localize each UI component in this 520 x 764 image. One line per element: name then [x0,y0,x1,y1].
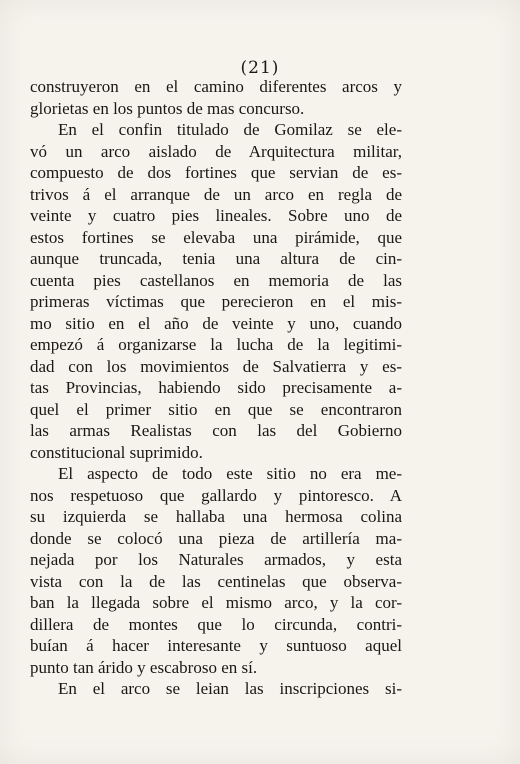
text-line: quel el primer sitio en que se encontraron [30,399,402,419]
text-line: nejada por los Naturales armados, y esta [30,550,402,569]
text-line: buían á hacer interesante y suntuoso aquel [30,636,402,655]
text-line: En el arco se leian las inscripciones si- [58,679,402,698]
text-line: nos respetuoso que gallardo y pintoresco. A [30,485,402,505]
text-line: estos fortines se elevaba una pirámide, que [30,227,402,247]
text-line: trivos á el arranque de un arco en regla de [30,184,402,204]
body-text [30,76,402,700]
text-line: cuenta pies castellanos en memoria de las [30,270,402,290]
text-line: compuesto de dos fortines que servian de es- [30,163,402,182]
text-line: donde se colocó una pieza de artillería ma- [30,528,402,548]
text-line: constitucional suprimido. [30,442,203,462]
page-number: (21) [240,58,280,78]
text-line: las armas Realistas con las del Gobierno [30,421,402,440]
text-line: su izquierda se hallaba una hermosa colina [30,507,402,526]
text-line: vista con la de las centinelas que observa- [30,571,402,591]
text-line: primeras víctimas que perecieron en el mis- [30,292,402,311]
text-line: empezó á organizarse la lucha de la legitimi- [30,335,402,354]
text-line: punto tan árido y escabroso en sí. [30,657,258,677]
text-line: tas Provincias, habiendo sido precisamente a- [30,378,402,397]
text-line: vó un arco aislado de Arquitectura militar, [30,141,402,161]
text-line: El aspecto de todo este sitio no era me- [58,464,402,483]
text-line: mo sitio en el año de veinte y uno, cuando [30,313,402,333]
text-line: veinte y cuatro pies lineales. Sobre uno de [30,206,402,225]
text-line: dillera de montes que lo circunda, contri- [30,614,402,634]
text-line: ban la llegada sobre el mismo arco, y la cor- [30,593,402,612]
text-line: glorietas en los puntos de mas concurso. [30,98,305,118]
text-line: aunque truncada, tenia una altura de cin- [30,249,402,268]
text-line: construyeron en el camino diferentes arcos y [30,77,402,96]
text-line: En el confin titulado de Gomilaz se ele- [58,120,402,139]
text-line: dad con los movimientos de Salvatierra y es- [30,356,402,376]
